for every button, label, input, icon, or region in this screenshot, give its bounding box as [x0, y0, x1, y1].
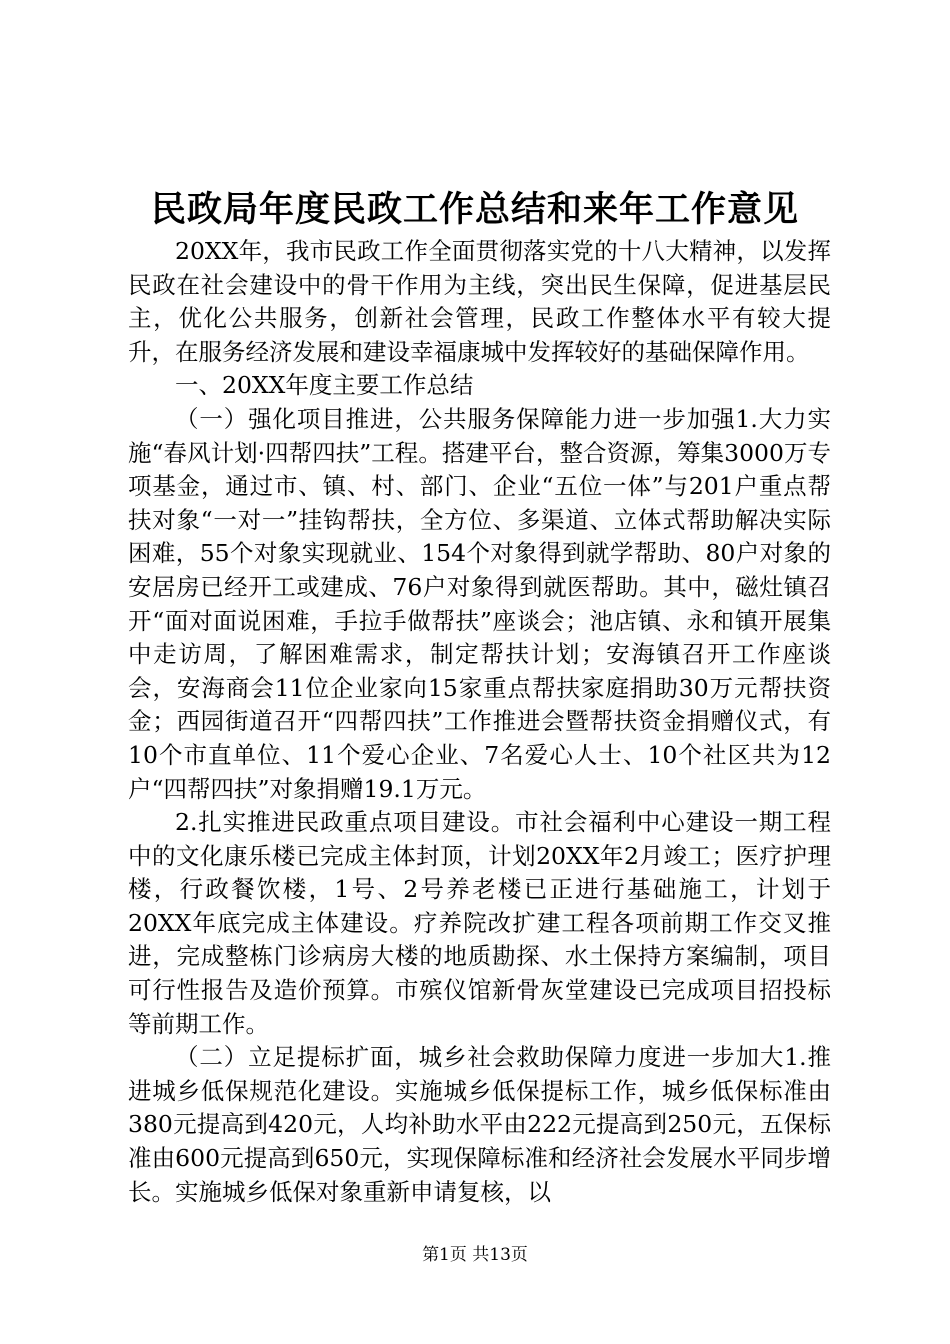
document-title: 民政局年度民政工作总结和来年工作意见 — [150, 190, 799, 230]
paragraph-section-1-item-2: 2.扎实推进民政重点项目建设。市社会福利中心建设一期工程中的文化康乐楼已完成主体封顶，计划20XX年2月竣工；医疗护理楼，行政餐饮楼，1号、2号养老楼已正进行基础施工，计划于20XX年底完成主体建设。疗养院改扩建工程各项前期工作交叉推进，完成整栋门诊病房大楼的地质勘探、水土保持方案编制，项目可行性报告及造价预算。市殡仪馆新骨灰堂建设已完成项目招投标等前期工作。 — [128, 808, 831, 1038]
document-body — [128, 235, 831, 1209]
paragraph-intro: 20XX年，我市民政工作全面贯彻落实党的十八大精神，以发挥民政在社会建设中的骨干作用为主线，突出民生保障，促进基层民主，优化公共服务，创新社会管理，民政工作整体水平有较大提升，在服务经济发展和建设幸福康城中发挥较好的基础保障作用。 — [128, 237, 831, 366]
paragraph-section-2: （二）立足提标扩面，城乡社会救助保障力度进一步加大1.推进城乡低保规范化建设。实施城乡低保提标工作，城乡低保标准由380元提高到420元，人均补助水平由222元提高到250元，五保标准由600元提高到650元，实现保障标准和经济社会发展水平同步增长。实施城乡低保对象重新申请复核，以 — [128, 1043, 831, 1206]
paragraph-section-1: （一）强化项目推进，公共服务保障能力进一步加强1.大力实施“春风计划·四帮四扶”工程。搭建平台，整合资源，筹集3000万专项基金，通过市、镇、村、部门、企业“五位一体”与201户重点帮扶对象“一对一”挂钩帮扶，全方位、多渠道、立体式帮助解决实际困难，55个对象实现就业、154个对象得到就学帮助、80户对象的安居房已经开工或建成、76户对象得到就医帮助。其中，磁灶镇召开“面对面说困难，手拉手做帮扶”座谈会；池店镇、永和镇开展集中走访周，了解困难需求，制定帮扶计划；安海镇召开工作座谈会，安海商会11位企业家向15家重点帮扶家庭捐助30万元帮扶资金；西园街道召开“四帮四扶”工作推进会暨帮扶资金捐赠仪式，有10个市直单位、11个爱心企业、7名爱心人士、10个社区共为12户“四帮四扶”对象捐赠19.1万元。 — [128, 404, 831, 803]
page-number: 第1页 共13页 — [422, 1245, 528, 1265]
section-heading: 一、20XX年度主要工作总结 — [175, 371, 474, 400]
